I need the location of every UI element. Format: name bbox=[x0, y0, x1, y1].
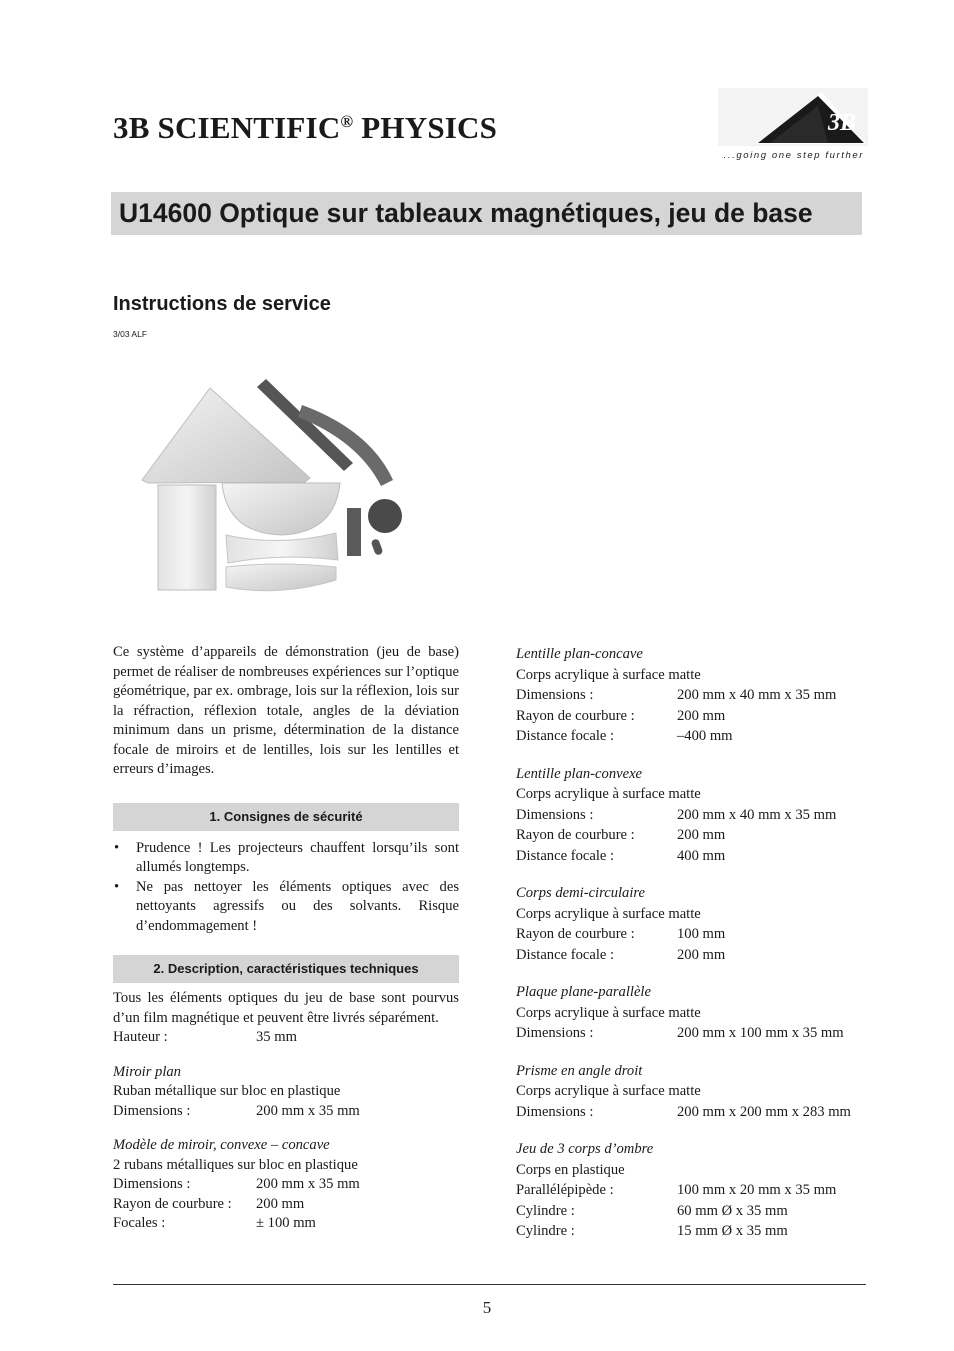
parallel-plate-shape bbox=[158, 485, 216, 590]
logo-triangle-icon bbox=[718, 88, 868, 146]
document-reference: 3/03 ALF bbox=[113, 329, 148, 339]
item-plano-concave-lens bbox=[516, 645, 876, 747]
safety-list bbox=[113, 839, 459, 937]
spec-value: 200 mm bbox=[677, 946, 726, 963]
spec-label: Dimensions : bbox=[516, 1103, 594, 1120]
item-plane-mirror bbox=[113, 1063, 459, 1122]
spec-value: 35 mm bbox=[256, 1029, 297, 1045]
spec-label: Dimensions : bbox=[113, 1102, 191, 1119]
company-logo bbox=[718, 88, 868, 164]
spec-row bbox=[113, 1214, 459, 1234]
spec-label: Rayon de courbure : bbox=[113, 1195, 232, 1212]
spec-value: 400 mm bbox=[677, 847, 726, 864]
spec-value: 200 mm x 100 mm x 35 mm bbox=[677, 1025, 844, 1041]
page-number: 5 bbox=[482, 1298, 492, 1317]
item-right-angle-prism bbox=[516, 1062, 876, 1123]
spec-row bbox=[516, 847, 876, 867]
spec-value: ± 100 mm bbox=[256, 1215, 316, 1231]
spec-row bbox=[516, 925, 876, 945]
spec-row bbox=[516, 1103, 876, 1123]
curved-mirror-shape bbox=[298, 405, 393, 486]
spec-row bbox=[516, 1024, 876, 1044]
page-title: U14600 Optique sur tableaux magnétiques, jeu de base bbox=[119, 198, 813, 228]
spec-row bbox=[113, 1175, 459, 1195]
spec-row bbox=[113, 1102, 459, 1122]
description-paragraph: Tous les éléments optiques du jeu de base sont pourvus d’un film magnétique et peuvent être livrés séparément. bbox=[113, 990, 459, 1026]
spec-row bbox=[516, 707, 876, 727]
shadow-parallelepiped-shape bbox=[347, 508, 361, 556]
spec-value: 100 mm x 20 mm x 35 mm bbox=[677, 1182, 837, 1198]
logo-tagline: ...going one step further bbox=[723, 150, 864, 161]
spec-value: 200 mm x 200 mm x 283 mm bbox=[677, 1103, 851, 1120]
spec-label: Cylindre : bbox=[516, 1202, 575, 1219]
spec-label: Dimensions : bbox=[516, 806, 594, 823]
spec-label: Rayon de courbure : bbox=[516, 926, 635, 942]
item-description: Corps acrylique à surface matte bbox=[516, 905, 701, 922]
item-shadow-bodies bbox=[516, 1140, 876, 1242]
footer-rule bbox=[113, 1284, 866, 1285]
spec-value: 200 mm x 40 mm x 35 mm bbox=[677, 806, 837, 823]
item-name: Plaque plane-parallèle bbox=[516, 984, 651, 1000]
spec-value: 200 mm bbox=[677, 707, 726, 724]
spec-value: 100 mm bbox=[677, 926, 726, 942]
left-column bbox=[113, 643, 459, 1234]
spec-row bbox=[516, 1181, 876, 1201]
intro-paragraph: Ce système d’appareils de démonstration (jeu de base) permet de réaliser de nombreuses expériences sur l’optique géométrique, par ex. ombrage, lois sur la réflexion, lois sur la réfraction, réflexion totale, angles de la déviation minimum dans un prisme, détermination de la distance focale de miroirs et de lentilles, lois sur les lentilles et erreurs d’images. bbox=[113, 644, 459, 777]
item-name: Prisme en angle droit bbox=[516, 1062, 643, 1079]
spec-value: –400 mm bbox=[677, 728, 733, 744]
item-semicircular-body bbox=[516, 884, 876, 965]
spec-label: Dimensions : bbox=[516, 1025, 594, 1041]
spec-value: 200 mm x 35 mm bbox=[256, 1102, 360, 1119]
item-name: Jeu de 3 corps d’ombre bbox=[516, 1141, 654, 1157]
item-name: Miroir plan bbox=[113, 1063, 181, 1080]
convex-lens-shape bbox=[226, 564, 336, 591]
brand-suffix: PHYSICS bbox=[353, 110, 498, 145]
item-name: Modèle de miroir, convexe – concave bbox=[113, 1137, 330, 1153]
brand-main: 3B SCIENTIFIC bbox=[113, 110, 341, 145]
spec-row bbox=[516, 1222, 876, 1242]
spec-row bbox=[516, 826, 876, 846]
spec-row bbox=[516, 727, 876, 747]
spec-label: Distance focale : bbox=[516, 946, 615, 963]
item-description: Corps en plastique bbox=[516, 1161, 625, 1178]
spec-label: Rayon de courbure : bbox=[516, 707, 635, 724]
item-description: 2 rubans métalliques sur bloc en plastique bbox=[113, 1156, 358, 1173]
spec-row bbox=[516, 806, 876, 826]
spec-label: Focales : bbox=[113, 1215, 166, 1231]
item-plano-convex-lens bbox=[516, 765, 876, 867]
spec-label: Rayon de courbure : bbox=[516, 827, 635, 843]
spec-label: Parallélépipède : bbox=[516, 1182, 614, 1198]
right-column bbox=[516, 645, 876, 1242]
spec-value: 15 mm Ø x 35 mm bbox=[677, 1223, 788, 1239]
spec-row bbox=[516, 1202, 876, 1222]
spec-label: Cylindre : bbox=[516, 1223, 575, 1239]
list-item: • Prudence ! Les projecteurs chauffent lorsqu’ils sont allumés longtemps. bbox=[113, 839, 459, 878]
shadow-cylinder-large-shape bbox=[368, 499, 402, 533]
brand-registered-mark: ® bbox=[340, 112, 354, 131]
concave-lens-shape bbox=[226, 533, 338, 563]
shadow-cylinder-small-shape bbox=[371, 538, 384, 556]
subtitle: Instructions de service bbox=[113, 293, 331, 315]
logo-text: 3B bbox=[828, 110, 857, 136]
item-description: Ruban métallique sur bloc en plastique bbox=[113, 1083, 341, 1099]
spec-row bbox=[516, 686, 876, 706]
item-description: Corps acrylique à surface matte bbox=[516, 1083, 701, 1099]
spec-label: Distance focale : bbox=[516, 847, 615, 864]
item-description: Corps acrylique à surface matte bbox=[516, 786, 701, 802]
list-item: • Ne pas nettoyer les éléments optiques avec des nettoyants agressifs ou des solvants. Risque d’endommagement ! bbox=[113, 878, 459, 937]
spec-label: Distance focale : bbox=[516, 728, 615, 744]
spec-label: Dimensions : bbox=[113, 1176, 191, 1192]
brand-heading bbox=[113, 110, 497, 146]
item-name: Corps demi-circulaire bbox=[516, 885, 646, 901]
spec-value: 200 mm bbox=[256, 1195, 305, 1212]
spec-label: Dimensions : bbox=[516, 687, 594, 703]
spec-value: 200 mm bbox=[677, 827, 726, 843]
item-description: Corps acrylique à surface matte bbox=[516, 666, 701, 683]
item-name: Lentille plan-concave bbox=[516, 646, 643, 662]
title-bar bbox=[111, 192, 862, 235]
item-description: Corps acrylique à surface matte bbox=[516, 1004, 701, 1021]
spec-value: 200 mm x 35 mm bbox=[256, 1176, 360, 1192]
item-mirror-model bbox=[113, 1136, 459, 1234]
spec-row bbox=[516, 946, 876, 966]
spec-value: 200 mm x 40 mm x 35 mm bbox=[677, 687, 837, 703]
product-illustration bbox=[140, 375, 420, 600]
spec-label: Hauteur : bbox=[113, 1029, 168, 1045]
section-heading-description: 2. Description, caractéristiques techniques bbox=[113, 955, 459, 983]
spec-row bbox=[113, 1195, 459, 1215]
spec-value: 60 mm Ø x 35 mm bbox=[677, 1202, 788, 1219]
section-heading-safety: 1. Consignes de sécurité bbox=[113, 803, 459, 831]
semicircular-body-shape bbox=[222, 483, 340, 535]
item-name: Lentille plan-convexe bbox=[516, 765, 643, 782]
spec-row-height bbox=[113, 1028, 459, 1048]
item-parallel-plate bbox=[516, 983, 876, 1044]
